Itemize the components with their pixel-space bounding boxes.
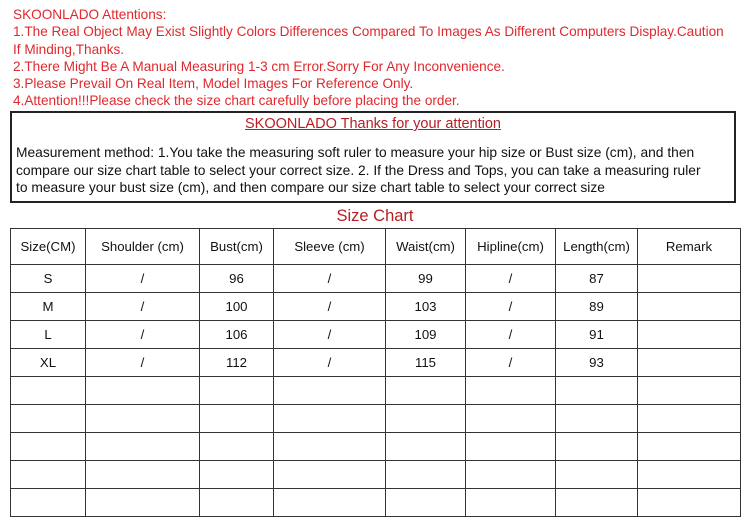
measurement-method: [16, 144, 732, 197]
empty-cell: [200, 461, 274, 489]
empty-cell: [274, 489, 386, 517]
empty-cell: [274, 433, 386, 461]
empty-cell: [86, 377, 200, 405]
size-chart-table: [10, 228, 741, 517]
empty-cell: [386, 433, 466, 461]
empty-cell: [638, 405, 741, 433]
table-cell: /: [274, 265, 386, 293]
empty-cell: [466, 489, 556, 517]
empty-row: [11, 489, 741, 517]
table-row: [11, 265, 741, 293]
attention-notes: [13, 6, 745, 110]
empty-row: [11, 433, 741, 461]
table-cell: 115: [386, 349, 466, 377]
table-row: [11, 349, 741, 377]
column-header: Remark: [638, 229, 741, 265]
empty-row: [11, 377, 741, 405]
empty-cell: [466, 377, 556, 405]
empty-cell: [638, 461, 741, 489]
note-line: 1.The Real Object May Exist Slightly Colors Differences Compared To Images As Different Computers Display.Caution: [13, 24, 724, 40]
empty-cell: [556, 461, 638, 489]
empty-cell: [386, 377, 466, 405]
table-cell: 89: [556, 293, 638, 321]
empty-cell: [200, 489, 274, 517]
empty-cell: [638, 433, 741, 461]
empty-cell: [11, 489, 86, 517]
table-cell: M: [11, 293, 86, 321]
note-line: 2.There Might Be A Manual Measuring 1-3 cm Error.Sorry For Any Inconvenience.: [13, 58, 505, 74]
empty-cell: [466, 405, 556, 433]
table-cell: /: [86, 265, 200, 293]
table-cell: 93: [556, 349, 638, 377]
empty-cell: [466, 433, 556, 461]
empty-cell: [386, 489, 466, 517]
empty-cell: [200, 377, 274, 405]
table-cell: 87: [556, 265, 638, 293]
table-cell: /: [466, 349, 556, 377]
empty-cell: [11, 433, 86, 461]
header-row: [11, 229, 741, 265]
table-cell: L: [11, 321, 86, 349]
table-cell: 112: [200, 349, 274, 377]
table-cell: /: [274, 293, 386, 321]
table-cell: /: [466, 265, 556, 293]
column-header: Hipline(cm): [466, 229, 556, 265]
table-cell: /: [86, 293, 200, 321]
size-chart-body: [11, 265, 741, 517]
column-header: Size(CM): [11, 229, 86, 265]
empty-cell: [638, 377, 741, 405]
note-line: 4.Attention!!!Please check the size chart carefully before placing the order.: [13, 93, 460, 109]
empty-cell: [274, 405, 386, 433]
table-cell: /: [86, 321, 200, 349]
empty-cell: [86, 433, 200, 461]
table-cell: [638, 293, 741, 321]
empty-cell: [86, 489, 200, 517]
table-cell: 91: [556, 321, 638, 349]
empty-row: [11, 461, 741, 489]
empty-cell: [86, 405, 200, 433]
empty-cell: [274, 461, 386, 489]
column-header: Sleeve (cm): [274, 229, 386, 265]
empty-cell: [638, 489, 741, 517]
size-chart-title: Size Chart: [336, 207, 414, 225]
table-cell: /: [274, 321, 386, 349]
box-title: SKOONLADO Thanks for your attention: [244, 116, 501, 132]
method-line: Measurement method: 1.You take the measuring soft ruler to measure your hip size or Bust size (cm), and then: [16, 145, 695, 160]
table-cell: 106: [200, 321, 274, 349]
note-line: 3.Please Prevail On Real Item, Model Images For Reference Only.: [13, 76, 414, 92]
empty-cell: [274, 377, 386, 405]
empty-cell: [200, 405, 274, 433]
empty-row: [11, 405, 741, 433]
empty-cell: [386, 461, 466, 489]
empty-cell: [11, 377, 86, 405]
table-row: [11, 321, 741, 349]
column-header: Waist(cm): [386, 229, 466, 265]
column-header: Bust(cm): [200, 229, 274, 265]
empty-cell: [11, 405, 86, 433]
table-cell: S: [11, 265, 86, 293]
measurement-box: [10, 111, 736, 203]
table-cell: /: [466, 293, 556, 321]
empty-cell: [11, 461, 86, 489]
empty-cell: [556, 405, 638, 433]
empty-cell: [556, 433, 638, 461]
table-cell: XL: [11, 349, 86, 377]
column-header: Shoulder (cm): [86, 229, 200, 265]
table-cell: /: [86, 349, 200, 377]
table-cell: [638, 265, 741, 293]
table-cell: [638, 349, 741, 377]
empty-cell: [556, 489, 638, 517]
table-cell: [638, 321, 741, 349]
empty-cell: [466, 461, 556, 489]
method-line: to measure your bust size (cm), and then compare our size chart table to select your correct size: [16, 180, 605, 195]
empty-cell: [200, 433, 274, 461]
note-line: If Minding,Thanks.: [13, 41, 125, 57]
table-cell: 109: [386, 321, 466, 349]
empty-cell: [386, 405, 466, 433]
table-cell: /: [274, 349, 386, 377]
method-line: compare our size chart table to select your correct size. 2. If the Dress and Tops, you can take a measuring ruler: [16, 162, 701, 178]
empty-cell: [556, 377, 638, 405]
table-row: [11, 293, 741, 321]
note-line: SKOONLADO Attentions:: [13, 7, 167, 22]
table-cell: /: [466, 321, 556, 349]
table-cell: 96: [200, 265, 274, 293]
table-cell: 103: [386, 293, 466, 321]
table-cell: 100: [200, 293, 274, 321]
column-header: Length(cm): [556, 229, 638, 265]
empty-cell: [86, 461, 200, 489]
table-cell: 99: [386, 265, 466, 293]
